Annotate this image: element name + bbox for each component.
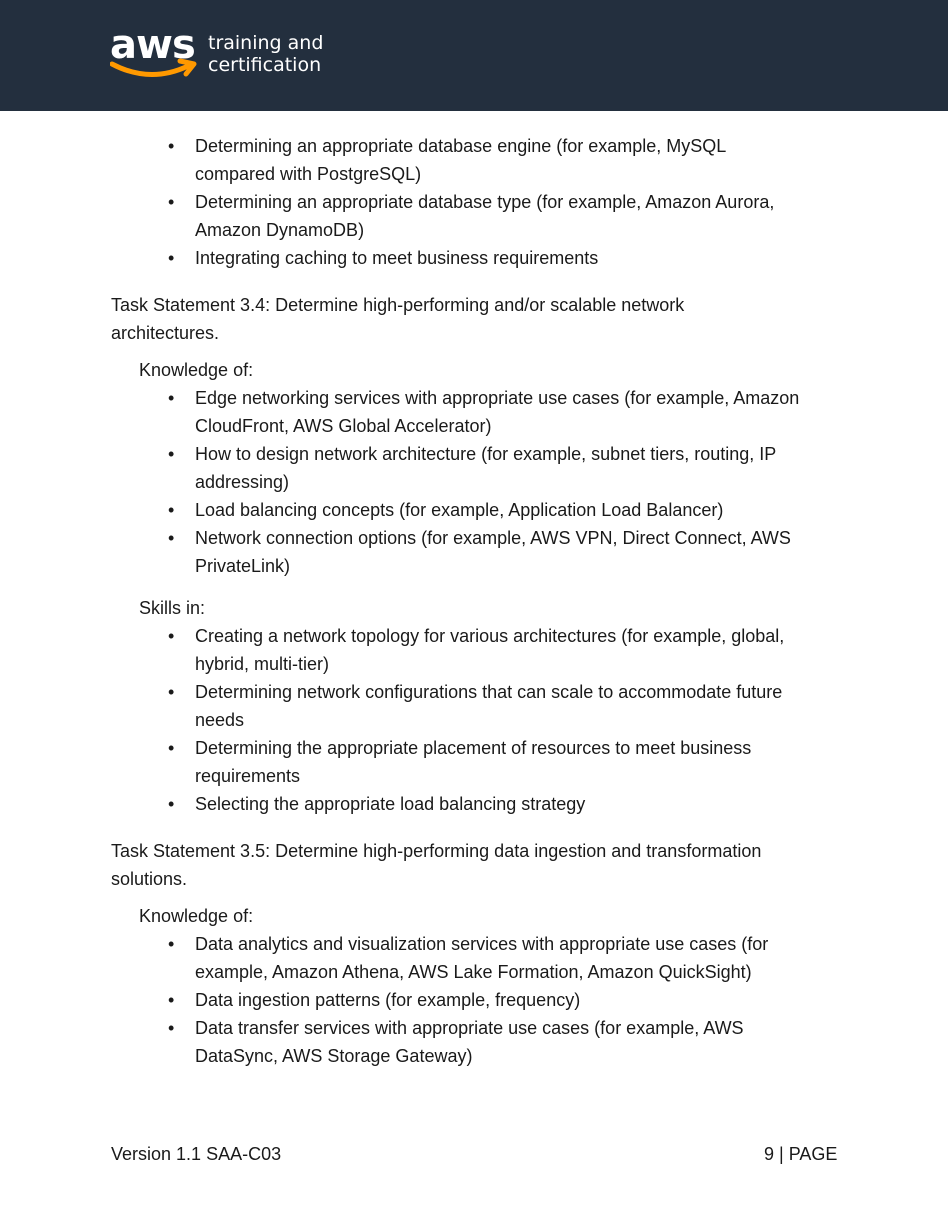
aws-smile-icon (110, 58, 200, 84)
bullet-icon: • (168, 248, 175, 268)
logo-tagline (208, 32, 323, 76)
list-item: DataSync, AWS Storage Gateway) (195, 1046, 473, 1066)
list-item: Creating a network topology for various architectures (for example, global, (195, 626, 785, 646)
bullet-icon: • (168, 794, 175, 814)
bullet-icon: • (168, 934, 175, 954)
task-statement-3-4: Task Statement 3.4: Determine high-performing and/or scalable network (111, 295, 685, 315)
list-item: Integrating caching to meet business requirements (195, 248, 599, 268)
knowledge-label: Knowledge of: (139, 360, 254, 380)
list-item: Data analytics and visualization services with appropriate use cases (for (195, 934, 769, 954)
list-item: Network connection options (for example, AWS VPN, Direct Connect, AWS (195, 528, 791, 548)
bullet-icon: • (168, 990, 175, 1010)
bullet-icon: • (168, 500, 175, 520)
aws-training-logo (110, 22, 350, 88)
list-item: example, Amazon Athena, AWS Lake Formation, Amazon QuickSight) (195, 962, 752, 982)
list-item: Data transfer services with appropriate use cases (for example, AWS (195, 1018, 744, 1038)
footer-page-number: 9 | PAGE (764, 1144, 838, 1164)
skills-label: Skills in: (139, 598, 206, 618)
list-item: Determining an appropriate database engine (for example, MySQL (195, 136, 727, 156)
list-item: How to design network architecture (for example, subnet tiers, routing, IP (195, 444, 777, 464)
task-statement-3-4: architectures. (111, 323, 220, 343)
list-item: Load balancing concepts (for example, Application Load Balancer) (195, 500, 724, 520)
bullet-icon: • (168, 136, 175, 156)
list-item: Amazon DynamoDB) (195, 220, 365, 240)
bullet-icon: • (168, 682, 175, 702)
list-item: compared with PostgreSQL) (195, 164, 422, 184)
list-item: Data ingestion patterns (for example, frequency) (195, 990, 581, 1010)
list-item: PrivateLink) (195, 556, 291, 576)
list-item: addressing) (195, 472, 290, 492)
bullet-icon: • (168, 192, 175, 212)
list-item: Edge networking services with appropriate use cases (for example, Amazon (195, 388, 800, 408)
list-item: hybrid, multi-tier) (195, 654, 330, 674)
list-item: CloudFront, AWS Global Accelerator) (195, 416, 492, 436)
bullet-icon: • (168, 738, 175, 758)
list-item: Selecting the appropriate load balancing strategy (195, 794, 586, 814)
list-item: Determining the appropriate placement of resources to meet business (195, 738, 752, 758)
list-item: needs (195, 710, 245, 730)
list-item: requirements (195, 766, 301, 786)
list-item: Determining an appropriate database type (for example, Amazon Aurora, (195, 192, 775, 212)
logo-line-2: certification (208, 54, 322, 76)
task-statement-3-5: Task Statement 3.5: Determine high-performing data ingestion and transformation (111, 841, 762, 861)
bullet-icon: • (168, 444, 175, 464)
knowledge-label: Knowledge of: (139, 906, 254, 926)
task-statement-3-5: solutions. (111, 869, 188, 889)
list-item: Determining network configurations that can scale to accommodate future (195, 682, 783, 702)
page-header (0, 0, 948, 111)
aws-wordmark: aws (110, 22, 195, 68)
bullet-icon: • (168, 388, 175, 408)
footer-version: Version 1.1 SAA-C03 (111, 1144, 282, 1164)
logo-line-1: training and (208, 32, 324, 54)
bullet-icon: • (168, 1018, 175, 1038)
bullet-icon: • (168, 528, 175, 548)
bullet-icon: • (168, 626, 175, 646)
